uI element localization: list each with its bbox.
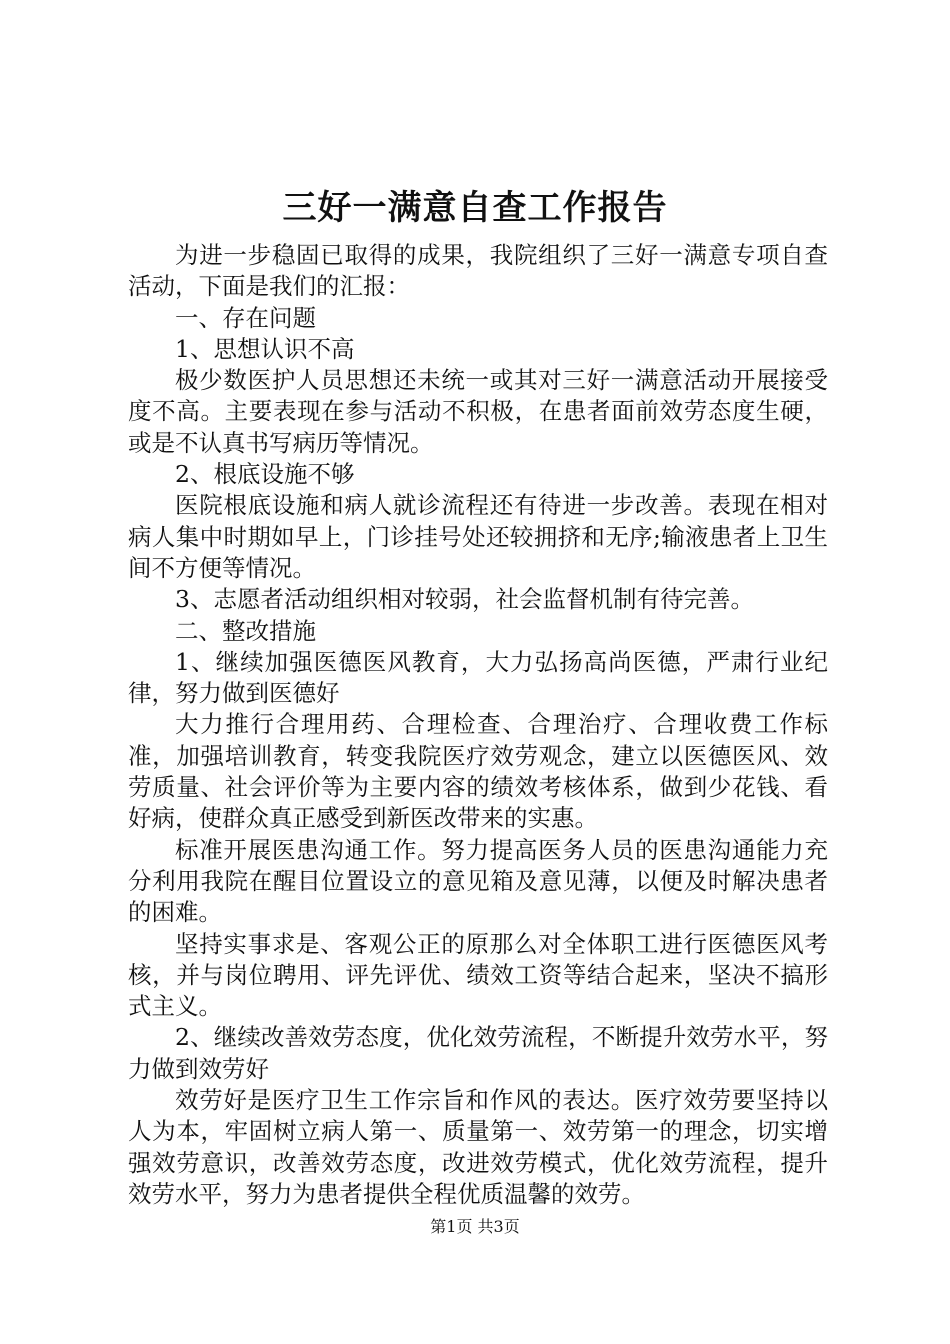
paragraph: 效劳好是医疗卫生工作宗旨和作风的表达。医疗效劳要坚持以人为本，牢固树立病人第一、质量第一、效劳第一的理念，切实增强效劳意识，改善效劳态度，改进效劳模式，优化效劳流程，提升效劳水平，努力为患者提供全程优质温馨的效劳。 bbox=[128, 1086, 828, 1208]
paragraph: 大力推行合理用药、合理检查、合理治疗、合理收费工作标准，加强培训教育，转变我院医疗效劳观念，建立以医德医风、效劳质量、社会评价等为主要内容的绩效考核体系，做到少花钱、看好病，使群众真正感受到新医改带来的实惠。 bbox=[128, 710, 828, 833]
paragraph: 极少数医护人员思想还未统一或其对三好一满意活动开展接受度不高。主要表现在参与活动不积极，在患者面前效劳态度生硬，或是不认真书写病历等情况。 bbox=[128, 366, 828, 457]
document-title: 三好一满意自查工作报告 bbox=[282, 188, 668, 228]
subheading: 2、继续改善效劳态度，优化效劳流程，不断提升效劳水平，努力做到效劳好 bbox=[128, 1023, 828, 1083]
document-body bbox=[128, 240, 828, 1210]
page-footer: 第1页 共3页 bbox=[430, 1217, 520, 1236]
paragraph: 标准开展医患沟通工作。努力提高医务人员的医患沟通能力充分利用我院在醒目位置设立的意见箱及意见薄，以便及时解决患者的困难。 bbox=[128, 835, 828, 927]
paragraph: 坚持实事求是、客观公正的原那么对全体职工进行医德医风考核，并与岗位聘用、评先评优、绩效工资等结合起来，坚决不搞形式主义。 bbox=[128, 929, 828, 1021]
section-heading: 二、整改措施 bbox=[175, 616, 316, 645]
subheading: 2、根底设施不够 bbox=[175, 460, 355, 489]
subheading: 3、志愿者活动组织相对较弱，社会监督机制有待完善。 bbox=[175, 585, 754, 614]
section-heading: 一、存在问题 bbox=[175, 303, 316, 332]
subheading: 1、思想认识不高 bbox=[175, 334, 355, 363]
subheading: 1、继续加强医德医风教育，大力弘扬高尚医德，严肃行业纪律，努力做到医德好 bbox=[128, 647, 828, 708]
paragraph: 为进一步稳固已取得的成果，我院组织了三好一满意专项自查活动，下面是我们的汇报： bbox=[128, 241, 828, 301]
paragraph: 医院根底设施和病人就诊流程还有待进一步改善。表现在相对病人集中时期如早上，门诊挂号处还较拥挤和无序;输液患者上卫生间不方便等情况。 bbox=[128, 491, 828, 582]
